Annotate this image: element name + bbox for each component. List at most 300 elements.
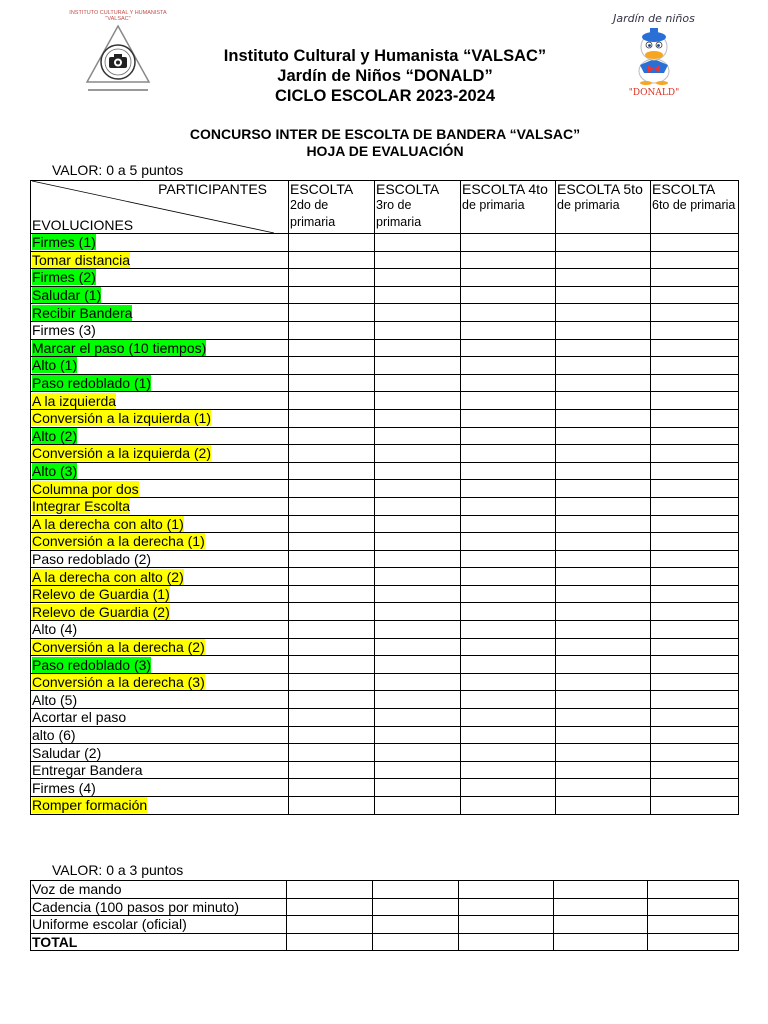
institute-name: Instituto Cultural y Humanista “VALSAC”: [223, 47, 547, 65]
score-cell[interactable]: [375, 357, 461, 375]
table-row: [31, 339, 739, 357]
score-cell[interactable]: [375, 603, 461, 621]
score-cell[interactable]: [461, 779, 556, 797]
table-row: [31, 916, 739, 934]
criterion-label: Cadencia (100 pasos por minuto): [32, 898, 240, 915]
score-cell[interactable]: [461, 533, 556, 551]
evolution-label: Integrar Escolta: [32, 498, 131, 515]
score-cell[interactable]: [651, 779, 739, 797]
document-header: [170, 46, 600, 106]
score-cell[interactable]: [556, 462, 651, 480]
score-cell[interactable]: [651, 357, 739, 375]
evolution-cell: [31, 515, 289, 533]
evolution-cell: [31, 744, 289, 762]
score-cell[interactable]: [289, 779, 375, 797]
score-cell[interactable]: [554, 881, 648, 899]
participantes-label: PARTICIPANTES: [158, 181, 267, 197]
table-row: [31, 497, 739, 515]
score-cell[interactable]: [461, 691, 556, 709]
score-cell[interactable]: [651, 568, 739, 586]
evolution-label: Saludar (2): [32, 744, 102, 761]
score-cell[interactable]: [556, 409, 651, 427]
score-cell[interactable]: [651, 269, 739, 287]
motto-line-icon: [88, 88, 148, 92]
evolution-label: Alto (2): [32, 427, 78, 444]
score-cell[interactable]: [289, 321, 375, 339]
column-header-title: ESCOLTA: [652, 181, 716, 197]
evolution-cell: [31, 779, 289, 797]
evolution-label: A la derecha con alto (1): [32, 515, 184, 532]
score-cell[interactable]: [375, 779, 461, 797]
score-cell[interactable]: [461, 568, 556, 586]
score-cell[interactable]: [651, 286, 739, 304]
evolution-label: Conversión a la derecha (1): [32, 533, 205, 550]
evolution-cell: [31, 321, 289, 339]
score-cell[interactable]: [461, 392, 556, 410]
evolution-label: Firmes (4): [32, 779, 96, 796]
score-cell[interactable]: [375, 550, 461, 568]
score-cell[interactable]: [373, 881, 459, 899]
table-row: [31, 515, 739, 533]
table-row: [31, 550, 739, 568]
score-cell[interactable]: [556, 621, 651, 639]
evolution-label: A la derecha con alto (2): [32, 568, 184, 585]
evolution-cell: [31, 304, 289, 322]
score-cell[interactable]: [461, 480, 556, 498]
score-cell[interactable]: [461, 445, 556, 463]
evolution-label: Firmes (2): [32, 269, 96, 286]
score-cell[interactable]: [461, 550, 556, 568]
score-cell[interactable]: [289, 691, 375, 709]
score-cell[interactable]: [461, 744, 556, 762]
evolution-cell: [31, 427, 289, 445]
evolution-label: Marcar el paso (10 tiempos): [32, 339, 207, 356]
score-cell[interactable]: [461, 286, 556, 304]
evolution-cell: [31, 480, 289, 498]
score-cell[interactable]: [651, 726, 739, 744]
score-cell[interactable]: [651, 761, 739, 779]
score-cell[interactable]: [556, 744, 651, 762]
score-cell[interactable]: [651, 673, 739, 691]
evolution-label: Conversión a la derecha (2): [32, 638, 205, 655]
evolution-cell: [31, 497, 289, 515]
score-cell[interactable]: [375, 533, 461, 551]
score-cell[interactable]: [289, 339, 375, 357]
score-cell[interactable]: [648, 898, 739, 916]
score-cell[interactable]: [375, 691, 461, 709]
score-cell[interactable]: [556, 533, 651, 551]
table-row: [31, 304, 739, 322]
score-cell[interactable]: [461, 726, 556, 744]
criterion-label: Voz de mando: [32, 881, 122, 898]
score-cell[interactable]: [375, 321, 461, 339]
column-header: [375, 181, 461, 234]
table-row: [31, 374, 739, 392]
evolution-cell: [31, 568, 289, 586]
score-cell[interactable]: [648, 916, 739, 934]
valor-5-points: VALOR: 0 a 5 puntos: [52, 162, 184, 178]
evolution-cell: [31, 585, 289, 603]
table-row: [31, 779, 739, 797]
evolution-label: Paso redoblado (1): [32, 375, 152, 392]
score-cell[interactable]: [461, 409, 556, 427]
column-header: [556, 181, 651, 234]
score-cell[interactable]: [556, 497, 651, 515]
score-cell[interactable]: [289, 585, 375, 603]
evolution-cell: [31, 550, 289, 568]
table-row: [31, 392, 739, 410]
score-cell[interactable]: [556, 339, 651, 357]
score-cell[interactable]: [651, 709, 739, 727]
score-cell[interactable]: [556, 515, 651, 533]
evolution-cell: [31, 409, 289, 427]
table-row: [31, 462, 739, 480]
score-cell[interactable]: [289, 603, 375, 621]
table-row: [31, 621, 739, 639]
logo-motto: [62, 88, 174, 92]
score-cell[interactable]: [287, 933, 373, 951]
score-cell[interactable]: [461, 761, 556, 779]
score-cell[interactable]: [556, 797, 651, 815]
score-cell[interactable]: [651, 585, 739, 603]
criterion-cell: [31, 898, 287, 916]
valor-3-points: VALOR: 0 a 3 puntos: [52, 862, 184, 878]
score-cell[interactable]: [375, 234, 461, 252]
score-cell[interactable]: [289, 269, 375, 287]
score-cell[interactable]: [289, 550, 375, 568]
score-cell[interactable]: [459, 933, 554, 951]
score-cell[interactable]: [651, 445, 739, 463]
score-cell[interactable]: [556, 357, 651, 375]
score-cell[interactable]: [651, 497, 739, 515]
score-cell[interactable]: [556, 761, 651, 779]
score-cell[interactable]: [461, 304, 556, 322]
evolution-label: Recibir Bandera: [32, 304, 133, 321]
donald-logo-top-text: Jardín de niños: [613, 12, 695, 25]
table-row: [31, 357, 739, 375]
score-cell[interactable]: [651, 321, 739, 339]
school-year: CICLO ESCOLAR 2023-2024: [274, 87, 496, 105]
score-cell[interactable]: [289, 533, 375, 551]
table-row: [31, 234, 739, 252]
score-cell[interactable]: [373, 916, 459, 934]
score-cell[interactable]: [375, 638, 461, 656]
score-cell[interactable]: [461, 374, 556, 392]
contest-title: CONCURSO INTER DE ESCOLTA DE BANDERA “VALSAC”: [189, 126, 581, 142]
score-cell[interactable]: [373, 933, 459, 951]
evolution-label: Relevo de Guardia (2): [32, 603, 170, 620]
score-cell[interactable]: [651, 515, 739, 533]
score-cell[interactable]: [556, 691, 651, 709]
score-cell[interactable]: [651, 621, 739, 639]
score-cell[interactable]: [556, 779, 651, 797]
criterion-cell: [31, 933, 287, 951]
evolution-cell: [31, 286, 289, 304]
score-cell[interactable]: [556, 673, 651, 691]
score-cell[interactable]: [459, 881, 554, 899]
score-cell[interactable]: [375, 286, 461, 304]
sheet-title: HOJA DE EVALUACIÓN: [306, 143, 464, 159]
score-cell[interactable]: [375, 761, 461, 779]
score-cell[interactable]: [651, 656, 739, 674]
evolution-cell: [31, 726, 289, 744]
score-cell[interactable]: [556, 269, 651, 287]
table-row: [31, 445, 739, 463]
column-header-title: ESCOLTA 5to: [557, 181, 643, 197]
score-cell[interactable]: [461, 656, 556, 674]
score-cell[interactable]: [461, 603, 556, 621]
score-cell[interactable]: [651, 744, 739, 762]
column-header: [461, 181, 556, 234]
score-cell[interactable]: [651, 374, 739, 392]
table-row: [31, 585, 739, 603]
column-header-title: ESCOLTA: [376, 181, 440, 197]
score-cell[interactable]: [461, 321, 556, 339]
column-header-grade: de primaria: [462, 198, 525, 212]
score-cell[interactable]: [289, 480, 375, 498]
evolution-cell: [31, 761, 289, 779]
evolution-label: Paso redoblado (2): [32, 550, 152, 567]
score-cell[interactable]: [556, 726, 651, 744]
evolution-cell: [31, 462, 289, 480]
evolution-label: Paso redoblado (3): [32, 656, 152, 673]
score-cell[interactable]: [461, 709, 556, 727]
score-cell[interactable]: [289, 374, 375, 392]
score-cell[interactable]: [461, 497, 556, 515]
evolution-cell: [31, 673, 289, 691]
evolution-cell: [31, 357, 289, 375]
score-cell[interactable]: [375, 797, 461, 815]
score-cell[interactable]: [461, 357, 556, 375]
score-cell[interactable]: [289, 251, 375, 269]
criterion-cell: [31, 881, 287, 899]
valsac-emblem-icon: [83, 24, 153, 86]
score-cell[interactable]: [556, 304, 651, 322]
score-cell[interactable]: [554, 898, 648, 916]
evolution-label: Conversión a la derecha (3): [32, 674, 205, 691]
evolution-label: Conversión a la izquierda (2): [32, 445, 211, 462]
score-cell[interactable]: [556, 286, 651, 304]
score-cell[interactable]: [461, 234, 556, 252]
score-cell[interactable]: [375, 269, 461, 287]
donald-logo: [608, 12, 700, 106]
evolution-label: A la izquierda: [32, 392, 117, 409]
score-cell[interactable]: [289, 656, 375, 674]
score-cell[interactable]: [289, 462, 375, 480]
score-cell[interactable]: [289, 286, 375, 304]
score-cell[interactable]: [556, 656, 651, 674]
donald-logo-bottom-text: "DONALD": [628, 88, 680, 98]
score-cell[interactable]: [289, 497, 375, 515]
score-cell[interactable]: [289, 797, 375, 815]
score-cell[interactable]: [289, 744, 375, 762]
evolution-label: Columna por dos: [32, 480, 139, 497]
evolution-cell: [31, 251, 289, 269]
corner-cell: [31, 181, 289, 234]
evolution-label: Saludar (1): [32, 287, 102, 304]
evolution-label: Acortar el paso: [32, 709, 127, 726]
table-header-row: [31, 181, 739, 234]
score-cell[interactable]: [375, 339, 461, 357]
score-cell[interactable]: [556, 638, 651, 656]
score-cell[interactable]: [556, 603, 651, 621]
score-cell[interactable]: [289, 357, 375, 375]
table-row: [31, 480, 739, 498]
table-row: [31, 709, 739, 727]
score-cell[interactable]: [287, 916, 373, 934]
score-cell[interactable]: [556, 480, 651, 498]
score-cell[interactable]: [375, 673, 461, 691]
score-cell[interactable]: [289, 304, 375, 322]
table-row: [31, 409, 739, 427]
score-cell[interactable]: [289, 392, 375, 410]
score-cell[interactable]: [375, 462, 461, 480]
score-cell[interactable]: [651, 533, 739, 551]
evolution-label: Relevo de Guardia (1): [32, 586, 170, 603]
score-cell[interactable]: [461, 797, 556, 815]
score-cell[interactable]: [651, 603, 739, 621]
score-cell[interactable]: [651, 691, 739, 709]
score-cell[interactable]: [651, 251, 739, 269]
score-cell[interactable]: [461, 673, 556, 691]
score-cell[interactable]: [461, 515, 556, 533]
score-cell[interactable]: [461, 621, 556, 639]
score-cell[interactable]: [651, 339, 739, 357]
evolution-label: Firmes (3): [32, 322, 96, 339]
evolution-cell: [31, 638, 289, 656]
score-cell[interactable]: [556, 392, 651, 410]
evolution-label: Conversión a la izquierda (1): [32, 410, 211, 427]
score-cell[interactable]: [461, 269, 556, 287]
score-cell[interactable]: [375, 251, 461, 269]
score-cell[interactable]: [651, 480, 739, 498]
score-cell[interactable]: [375, 709, 461, 727]
score-cell[interactable]: [375, 515, 461, 533]
score-cell[interactable]: [289, 445, 375, 463]
score-cell[interactable]: [459, 916, 554, 934]
score-cell[interactable]: [375, 374, 461, 392]
score-cell[interactable]: [289, 761, 375, 779]
evolution-label: Tomar distancia: [32, 251, 131, 268]
table-row: [31, 269, 739, 287]
criterion-label: Uniforme escolar (oficial): [32, 916, 187, 933]
score-cell[interactable]: [287, 881, 373, 899]
evolution-cell: [31, 533, 289, 551]
score-cell[interactable]: [375, 585, 461, 603]
score-cell[interactable]: [554, 916, 648, 934]
score-cell[interactable]: [375, 392, 461, 410]
score-cell[interactable]: [375, 445, 461, 463]
score-cell[interactable]: [651, 392, 739, 410]
table-row: [31, 603, 739, 621]
document-subheader: [100, 126, 670, 160]
evolution-cell: [31, 656, 289, 674]
column-header-grade: 3ro de primaria: [376, 198, 422, 229]
score-cell[interactable]: [651, 234, 739, 252]
score-cell[interactable]: [461, 585, 556, 603]
score-cell[interactable]: [375, 409, 461, 427]
score-cell[interactable]: [461, 462, 556, 480]
score-cell[interactable]: [651, 550, 739, 568]
score-cell[interactable]: [556, 709, 651, 727]
table-row: [31, 744, 739, 762]
column-header-title: ESCOLTA 4to: [462, 181, 548, 197]
score-cell[interactable]: [375, 304, 461, 322]
evolution-cell: [31, 691, 289, 709]
score-cell[interactable]: [556, 251, 651, 269]
score-cell[interactable]: [289, 621, 375, 639]
score-cell[interactable]: [648, 881, 739, 899]
score-cell[interactable]: [375, 726, 461, 744]
score-cell[interactable]: [289, 234, 375, 252]
score-cell[interactable]: [289, 427, 375, 445]
score-cell[interactable]: [556, 445, 651, 463]
score-cell[interactable]: [373, 898, 459, 916]
score-cell[interactable]: [556, 427, 651, 445]
score-cell[interactable]: [289, 726, 375, 744]
score-cell[interactable]: [651, 304, 739, 322]
score-cell[interactable]: [556, 234, 651, 252]
score-cell[interactable]: [461, 251, 556, 269]
score-cell[interactable]: [289, 515, 375, 533]
table-row: [31, 568, 739, 586]
score-cell[interactable]: [651, 797, 739, 815]
score-cell[interactable]: [375, 744, 461, 762]
table-row: [31, 691, 739, 709]
score-cell[interactable]: [556, 550, 651, 568]
score-cell[interactable]: [289, 409, 375, 427]
score-cell[interactable]: [556, 568, 651, 586]
score-cell[interactable]: [651, 638, 739, 656]
score-cell[interactable]: [651, 427, 739, 445]
score-cell[interactable]: [289, 638, 375, 656]
table-row: [31, 673, 739, 691]
score-cell[interactable]: [556, 374, 651, 392]
evolution-cell: [31, 392, 289, 410]
score-cell[interactable]: [375, 480, 461, 498]
score-cell[interactable]: [648, 933, 739, 951]
score-cell[interactable]: [651, 462, 739, 480]
kindergarten-name: Jardín de Niños “DONALD”: [277, 67, 493, 85]
table-row: [31, 761, 739, 779]
score-cell[interactable]: [461, 638, 556, 656]
score-cell[interactable]: [289, 568, 375, 586]
table-row: [31, 321, 739, 339]
score-cell[interactable]: [459, 898, 554, 916]
score-cell[interactable]: [375, 656, 461, 674]
score-cell[interactable]: [375, 621, 461, 639]
score-cell[interactable]: [289, 709, 375, 727]
table-row: [31, 898, 739, 916]
score-cell[interactable]: [556, 321, 651, 339]
score-cell[interactable]: [375, 427, 461, 445]
score-cell[interactable]: [287, 898, 373, 916]
table-row: [31, 427, 739, 445]
score-cell[interactable]: [556, 585, 651, 603]
score-cell[interactable]: [554, 933, 648, 951]
column-header-grade: 2do de primaria: [290, 198, 336, 229]
evolution-label: Alto (4): [32, 621, 78, 638]
score-cell[interactable]: [289, 673, 375, 691]
score-cell[interactable]: [375, 568, 461, 586]
score-cell[interactable]: [461, 339, 556, 357]
evolution-cell: [31, 621, 289, 639]
score-cell[interactable]: [375, 497, 461, 515]
score-cell[interactable]: [461, 427, 556, 445]
score-cell[interactable]: [651, 409, 739, 427]
table-row: [31, 638, 739, 656]
logo-institution-text: INSTITUTO CULTURAL Y HUMANISTA "VALSAC": [69, 10, 167, 22]
